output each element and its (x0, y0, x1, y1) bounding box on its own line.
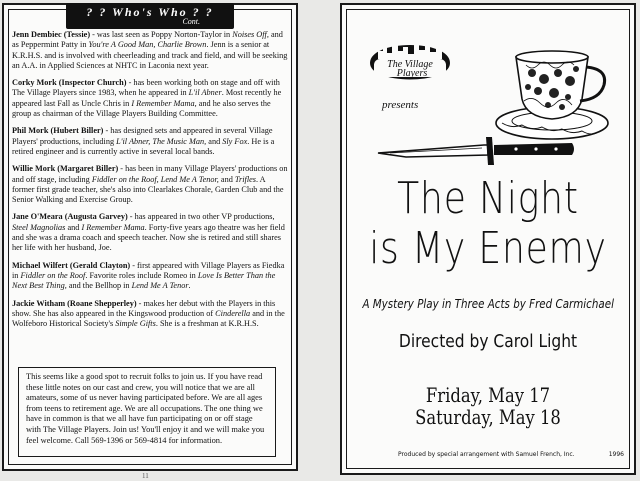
production-title: Trifles (234, 174, 256, 184)
production-title: Lend Me A Tenor (131, 281, 189, 291)
production-title: Fiddler on the Roof (20, 270, 86, 280)
bio-text: and in the Wolfeboro Historical Society's (12, 308, 285, 329)
production-title: Noises Off (232, 30, 267, 39)
bio-text: - makes her debut with the Players in this show. She has also appeared in the Kingswood production of (12, 298, 276, 318)
rights-credit: Produced by special arrangement with Samuel French, Inc. (398, 451, 575, 458)
bio-name: Michael Wilfert (Gerald Clayton) (12, 260, 131, 270)
bio-name: Jenn Dembiec (Tessie) (12, 30, 91, 39)
recruit-box: This seems like a good spot to recruit folks to join us. If you have read these little notes on our cast and crew, you will notice that we are all amateurs, some of us never having participated before. We are all ages from teens to retirement age. We are all occupations. The one thing we have in common is that we all have fun participating on or off stage with The Village Players. Join us! You'll enjoy it and we will make you feel welcome. Call 569-1396 or 569-4814 for information. (18, 367, 276, 457)
whos-who-title: ? ? Who's Who ? ? (86, 5, 214, 19)
production-title: I Remember Mama (131, 98, 195, 108)
production-title: L'il Abner (188, 88, 222, 98)
bio-text: . She is a freshman at K.R.H.S. (155, 319, 259, 329)
bio-text: - has been in many Village Players' productions on and off stage, including (12, 164, 288, 184)
bio-text: - has appeared in two other VP productions, (127, 212, 275, 222)
performance-date-1: Friday, May 17 (425, 383, 551, 407)
teacup-illustration (492, 43, 618, 143)
bio-entry (12, 299, 288, 330)
bio-text: - was last seen as Poppy Norton-Taylor in (90, 30, 233, 39)
bio-text: . Favorite roles include Romeo in (85, 270, 198, 280)
bio-name: Jackie Witham (Roane Shepperley) (12, 298, 137, 308)
bio-entry (12, 164, 288, 205)
cast-bios-page (2, 3, 298, 471)
bio-text: , and as Peppermint Patty in (12, 30, 283, 50)
play-title-line-1: The Night (397, 173, 579, 224)
director-credit: Directed by Carol Light (398, 331, 578, 352)
bio-text: - first appeared with Village Players as Fiedka in (12, 260, 285, 280)
village-players-logo (364, 29, 456, 91)
program-cover-page (340, 3, 636, 475)
bio-text: and (206, 136, 223, 146)
bio-name: Corky Mork (Inspector Church) (12, 78, 127, 88)
bio-text: . He is a retired engineer and is currently active in several local bands. (12, 136, 275, 156)
production-title: L'il Abner, The Music Man, (116, 136, 207, 146)
bio-list (12, 30, 288, 336)
production-title: Steel Magnolias (12, 222, 66, 232)
production-title: I Remember Mama (81, 222, 145, 232)
bio-name: Willie Mork (Margaret Biller) (12, 164, 119, 174)
bio-text: - has been working both on stage and off with The Village Players since 1983, when he appeared in (12, 78, 280, 98)
page-number: 11 (142, 472, 149, 480)
production-title: Simple Gifts (115, 319, 156, 329)
presents-text: presents (382, 99, 419, 111)
bio-text: . (188, 281, 191, 291)
knife-illustration (376, 133, 576, 169)
bio-name: Phil Mork (Hubert Biller) (12, 126, 104, 136)
bio-text: and (65, 222, 82, 232)
production-title: Fiddler on the Roof, Lend Me A Tenor, (91, 174, 219, 184)
production-title: Sly Fox (222, 136, 248, 146)
logo-text-1: The Village (387, 59, 433, 70)
bio-text: . Jenn is a senior at K.R.H.S. and is involved with cheerleading and track and field, and will be seeking an A.A. in Applied Sciences at NHTC in Laconia next year. (12, 40, 288, 70)
whos-who-banner (66, 3, 234, 29)
bio-text: . Most recently he appeared last Fall as Uncle Chris in (12, 88, 282, 108)
bio-entry (12, 30, 288, 71)
bio-entry (12, 126, 288, 157)
logo-text-2: Players (396, 68, 428, 79)
bio-text: and (218, 174, 235, 184)
bio-entry (12, 78, 288, 119)
bio-text: . Forty-five years ago theatre was her field and she was a drama coach and speech teacher. Now she is retired and still shares her life with her husband, Joe. (12, 222, 285, 253)
year: 1996 (608, 451, 624, 458)
bio-name: Jane O'Meara (Augusta Garvey) (12, 212, 128, 222)
performance-date-2: Saturday, May 18 (415, 405, 561, 429)
bio-text: . A former first grade teacher, she's also into Clearlakes Chorale, Garden Club and the Senior Walking and Exercise Group. (12, 174, 284, 205)
production-title: Love Is Better Than the Next Best Thing (12, 270, 276, 291)
bio-entry (12, 212, 288, 253)
whos-who-cont: Cont. (182, 17, 200, 26)
bio-entry (12, 261, 288, 292)
play-subtitle: A Mystery Play in Three Acts by Fred Carmichael (362, 297, 614, 311)
bio-text: - has designed sets and appeared in several Village Players' productions, including (12, 126, 273, 146)
production-title: Cinderella (215, 308, 251, 318)
play-title-line-2: is My Enemy (369, 223, 607, 274)
bio-text: , and he also serves the group as chairman of the Village Players Building Committee. (12, 98, 271, 119)
production-title: You're A Good Man, Charlie Brown (88, 40, 207, 50)
bio-text: , and the Bellhop in (64, 281, 132, 291)
